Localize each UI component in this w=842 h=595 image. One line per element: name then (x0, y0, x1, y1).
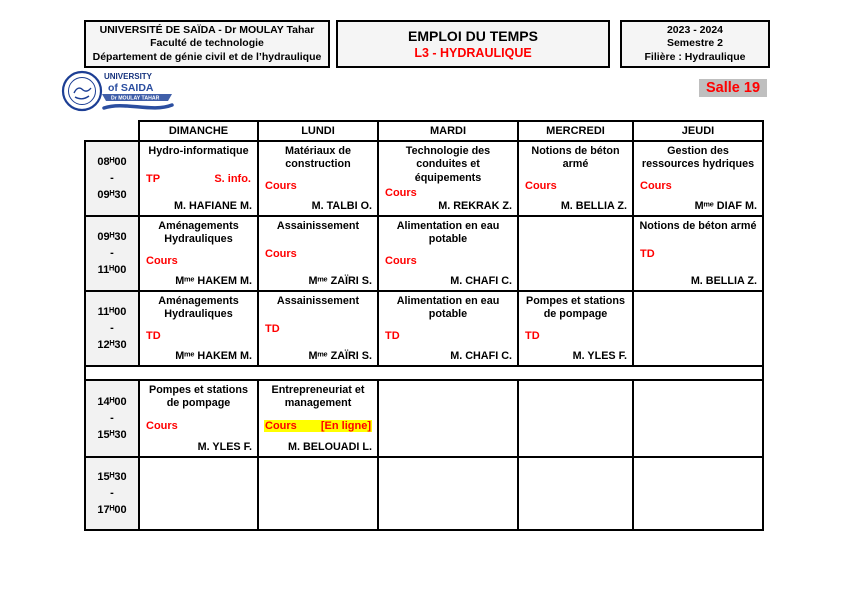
course-type-row (145, 420, 252, 432)
course-cell (633, 291, 763, 366)
time-line: 09ᴴ30 (97, 230, 127, 243)
course-cell (633, 457, 763, 530)
course-type: TD (640, 248, 655, 261)
course-teacher: M. BELLIA Z. (560, 200, 627, 212)
course-cell (518, 216, 633, 291)
course-cell (518, 141, 633, 216)
timetable-row (85, 457, 763, 530)
course-cell (258, 141, 378, 216)
course-cell (139, 141, 258, 216)
day-header-mercredi: MERCREDI (518, 121, 633, 141)
course-cell (378, 141, 518, 216)
logo-line3: Dr MOULAY TAHAR (111, 95, 160, 102)
time-cell (85, 457, 139, 530)
university-logo-icon (60, 68, 180, 116)
course-type: TD (385, 329, 400, 342)
course-cell-content (519, 292, 632, 365)
time-line: 14ᴴ00 (97, 395, 127, 408)
course-cell (633, 216, 763, 291)
course-teacher: M. CHAFI C. (450, 350, 512, 362)
course-cell (378, 457, 518, 530)
course-type-row (639, 180, 757, 192)
course-type-row (384, 255, 512, 267)
course-subject: Aménagements Hydrauliques (158, 295, 239, 321)
day-header-dimanche: DIMANCHE (139, 121, 258, 141)
course-teacher: M. REKRAK Z. (438, 199, 512, 212)
course-teacher: Mᵐᵉ DIAF M. (694, 200, 757, 212)
course-type: Cours (265, 179, 297, 192)
course-teacher: M. HAFIANE M. (174, 199, 252, 212)
course-subject: Notions de béton armé (531, 145, 620, 171)
session-info-box (620, 20, 770, 68)
course-cell-content (259, 381, 377, 456)
course-type-row (524, 330, 627, 342)
course-type: Cours (265, 248, 297, 261)
course-cell (258, 216, 378, 291)
course-subject: Alimentation en eau potable (396, 295, 500, 321)
course-subject: Assainissement (276, 295, 360, 307)
course-type-row (264, 420, 372, 432)
course-cell-content (634, 292, 762, 365)
course-type-row (145, 330, 252, 342)
course-type-row (145, 173, 252, 185)
course-cell-content (379, 217, 517, 290)
course-type-row (264, 323, 372, 335)
course-cell-content (379, 381, 517, 456)
department-name: Département de génie civil et de l’hydraulique (92, 50, 322, 63)
course-subject: Pompes et stations de pompage (526, 295, 625, 321)
course-cell-content (634, 381, 762, 456)
timetable-row (85, 380, 763, 457)
time-line: - (110, 412, 114, 425)
timetable-row (85, 141, 763, 216)
course-type: Cours (640, 179, 672, 192)
course-subject: Technologie des conduites et équipements (405, 145, 491, 184)
separator-cell (85, 366, 763, 380)
course-cell-content (519, 381, 632, 456)
course-type-row (639, 248, 757, 260)
day-header-lundi: LUNDI (258, 121, 378, 141)
time-line: 17ᴴ00 (97, 503, 127, 516)
time-cell (85, 141, 139, 216)
semester: Semestre 2 (666, 37, 724, 50)
page-title: EMPLOI DU TEMPS (408, 28, 538, 44)
course-cell (139, 457, 258, 530)
course-cell-content (379, 142, 517, 215)
course-subject: Assainissement (276, 220, 360, 232)
filiere: Filière : Hydraulique (644, 50, 746, 63)
course-type-row (145, 255, 252, 267)
course-teacher: M. BELLIA Z. (690, 274, 757, 287)
course-cell-content (634, 142, 762, 215)
course-type-row (384, 330, 512, 342)
course-type-row (384, 187, 512, 199)
course-cell-content (259, 217, 377, 290)
course-cell-content (634, 458, 762, 529)
course-cell-content (519, 458, 632, 529)
timetable-row (85, 216, 763, 291)
time-line: 15ᴴ30 (97, 470, 127, 483)
course-subject: Gestion des ressources hydriques (641, 145, 755, 171)
course-teacher: M. BELOUADI L. (288, 441, 372, 453)
course-subject: Notions de béton armé (639, 220, 757, 232)
course-type-row (524, 180, 627, 192)
time-line: - (110, 247, 114, 260)
course-type: Cours (525, 179, 557, 192)
course-type: Cours (146, 419, 178, 432)
course-cell (258, 291, 378, 366)
course-subject: Hydro-informatique (148, 145, 249, 157)
university-info-box (84, 20, 330, 68)
course-cell (378, 291, 518, 366)
course-teacher: M. YLES F. (572, 350, 627, 362)
course-cell-content (519, 142, 632, 215)
course-cell-content (140, 292, 257, 365)
course-cell (518, 291, 633, 366)
course-cell-content (379, 292, 517, 365)
time-line: 09ᴴ30 (97, 188, 127, 201)
logo-line2: of SAIDA (108, 82, 154, 94)
course-subject: Pompes et stations de pompage (149, 384, 248, 410)
course-subject: Aménagements Hydrauliques (158, 220, 239, 246)
time-line: 11ᴴ00 (97, 263, 127, 276)
academic-year: 2023 - 2024 (666, 23, 724, 36)
day-header-row (85, 121, 763, 141)
course-type-row (264, 180, 372, 192)
time-cell (85, 291, 139, 366)
time-line: - (110, 487, 114, 500)
course-cell (378, 380, 518, 457)
course-extra: S. info. (214, 173, 251, 186)
course-subject: Alimentation en eau potable (396, 220, 500, 246)
course-cell-content (379, 458, 517, 529)
course-type: TD (146, 329, 161, 342)
time-cell (85, 380, 139, 457)
course-cell-content (519, 217, 632, 290)
course-type: Cours (146, 254, 178, 267)
course-cell-content (259, 292, 377, 365)
course-cell-content (140, 381, 257, 456)
course-extra: [En ligne] (320, 419, 371, 432)
course-cell-content (140, 217, 257, 290)
day-header-jeudi: JEUDI (633, 121, 763, 141)
course-cell (518, 380, 633, 457)
course-teacher: Mᵐᵉ ZAÏRI S. (308, 274, 372, 287)
course-subject: Entrepreneuriat et management (271, 384, 365, 410)
faculty-name: Faculté de technologie (150, 37, 264, 50)
course-cell (139, 291, 258, 366)
time-line: 12ᴴ30 (97, 338, 127, 351)
course-type: Cours (265, 419, 297, 432)
page-subtitle: L3 - HYDRAULIQUE (414, 46, 532, 60)
course-cell-content (259, 458, 377, 529)
course-subject: Matériaux de construction (284, 145, 351, 171)
course-type-row (264, 248, 372, 260)
course-cell-content (140, 458, 257, 529)
day-header-mardi: MARDI (378, 121, 518, 141)
timetable-row (85, 291, 763, 366)
course-teacher: M. CHAFI C. (450, 275, 512, 287)
course-teacher: Mᵐᵉ ZAÏRI S. (308, 349, 372, 362)
course-cell (633, 380, 763, 457)
course-type: TD (525, 329, 540, 342)
course-teacher: M. YLES F. (197, 441, 252, 453)
course-cell (139, 380, 258, 457)
course-teacher: M. TALBI O. (311, 200, 372, 212)
course-type: Cours (385, 186, 417, 199)
course-cell (139, 216, 258, 291)
time-line: - (110, 172, 114, 185)
course-cell (378, 216, 518, 291)
logo-line1: UNIVERSITY (104, 72, 153, 81)
time-line: 08ᴴ00 (97, 155, 127, 168)
time-line: 11ᴴ00 (97, 305, 127, 318)
separator-row (85, 366, 763, 380)
course-cell (518, 457, 633, 530)
time-line: - (110, 322, 114, 335)
course-type: TP (146, 173, 161, 186)
course-cell-content (140, 142, 257, 215)
time-line: 15ᴴ30 (97, 428, 127, 441)
course-type: TD (265, 323, 280, 336)
corner-empty (85, 121, 139, 141)
title-box (336, 20, 610, 68)
course-cell (258, 380, 378, 457)
course-teacher: Mᵐᵉ HAKEM M. (175, 350, 252, 362)
university-name: UNIVERSITÉ DE SAÏDA - Dr MOULAY Tahar (99, 23, 315, 36)
course-cell (258, 457, 378, 530)
time-cell (85, 216, 139, 291)
course-cell-content (634, 217, 762, 290)
course-type: Cours (385, 254, 417, 267)
room-badge: Salle 19 (699, 79, 767, 97)
course-teacher: Mᵐᵉ HAKEM M. (175, 275, 252, 287)
course-cell (633, 141, 763, 216)
course-cell-content (259, 142, 377, 215)
timetable (84, 120, 764, 531)
